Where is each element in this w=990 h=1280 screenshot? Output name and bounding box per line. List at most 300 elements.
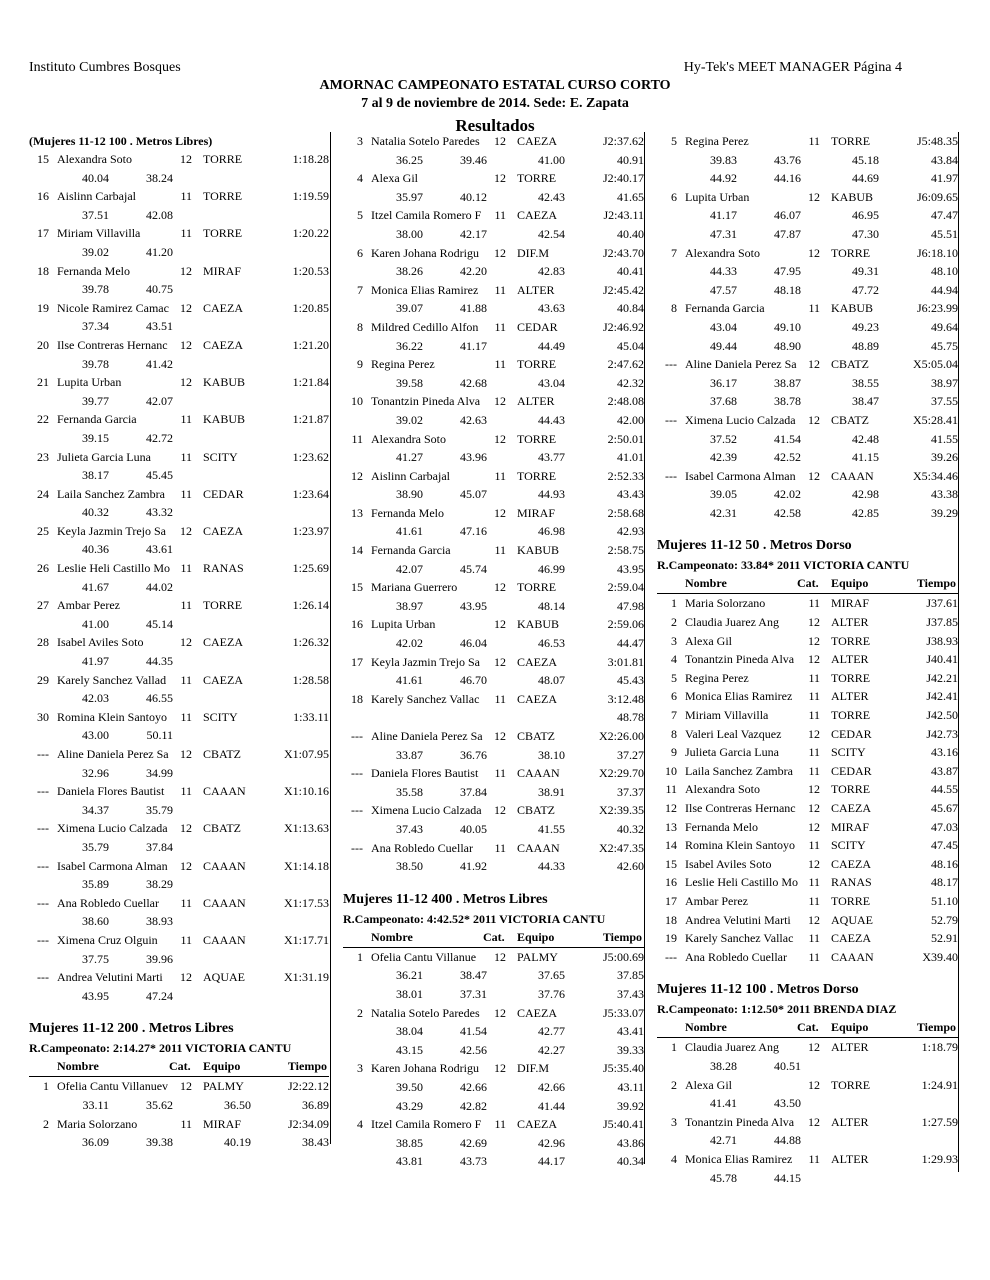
split-time: 45.51 [931, 226, 958, 241]
split-time: 41.54 [774, 431, 801, 446]
team: CAEZA [831, 801, 871, 815]
split-time: 39.15 [82, 430, 109, 445]
split-time: 41.55 [538, 821, 565, 836]
result-row [657, 188, 958, 207]
result-row [343, 615, 644, 634]
result-row [657, 594, 958, 613]
result-row [29, 262, 329, 281]
swimmer-name: Alexandra Soto [57, 152, 132, 166]
split-row [29, 429, 329, 448]
software-page-label: Hy-Tek's MEET MANAGER Página 4 [683, 60, 902, 75]
age: 12 [808, 468, 820, 483]
place: 13 [351, 505, 363, 520]
split-time: 44.02 [146, 579, 173, 594]
split-time: 40.84 [617, 301, 644, 316]
final-time: 1:19.59 [292, 189, 329, 204]
split-time: 38.55 [852, 375, 879, 390]
age: 11 [180, 486, 192, 501]
swimmer-name: Daniela Flores Bautist [371, 766, 479, 781]
header-time: Tiempo [287, 1059, 327, 1074]
split-time: 40.41 [617, 264, 644, 279]
team: ALTER [831, 1114, 869, 1129]
result-row [343, 948, 644, 967]
institution-name: Instituto Cumbres Bosques [29, 60, 181, 75]
final-time: 2:59.06 [607, 617, 644, 632]
team: KABUB [203, 412, 246, 427]
split-row [657, 448, 958, 467]
age: 11 [180, 672, 192, 687]
place: --- [665, 412, 677, 427]
split-time: 37.84 [460, 784, 487, 799]
age: 11 [180, 449, 192, 464]
place: 17 [665, 893, 677, 908]
final-time: J38.93 [926, 633, 958, 648]
swimmer-name: Tonantzin Pineda Alva [371, 394, 481, 409]
split-time: 43.00 [82, 728, 109, 743]
split-time: 42.68 [460, 375, 487, 390]
split-time: 41.42 [146, 356, 173, 371]
team: AQUAE [831, 912, 873, 927]
split-time: 42.02 [396, 636, 423, 651]
split-time: 38.17 [82, 468, 109, 483]
team: TORRE [517, 580, 557, 595]
split-time: 45.14 [146, 616, 173, 631]
team: CAEZA [831, 931, 871, 946]
result-row [343, 1059, 644, 1078]
place: 2 [671, 615, 677, 630]
team: TORRE [831, 893, 871, 908]
place: 3 [357, 134, 363, 148]
final-time: X5:34.46 [913, 468, 958, 483]
age: 11 [494, 766, 506, 781]
split-time: 41.20 [146, 244, 173, 259]
split-time: 43.51 [146, 319, 173, 334]
result-row [29, 894, 329, 913]
place: 20 [37, 337, 49, 352]
split-time: 49.10 [774, 319, 801, 334]
place: 15 [37, 152, 49, 166]
split-row [29, 726, 329, 745]
team: MIRAF [831, 596, 870, 611]
split-time: 36.21 [396, 968, 423, 983]
result-row [657, 613, 958, 632]
final-time: J6:23.99 [916, 301, 958, 316]
split-row [29, 503, 329, 522]
split-row [343, 188, 644, 207]
age: 11 [180, 709, 192, 724]
final-time: 1:20.53 [292, 263, 329, 278]
column-header [29, 1057, 329, 1077]
place: 11 [665, 782, 677, 797]
swimmer-name: Julieta Garcia Luna [685, 745, 779, 760]
split-time: 48.78 [617, 710, 644, 725]
team: TORRE [517, 357, 557, 372]
age: 12 [808, 245, 820, 260]
section-gap [343, 876, 644, 890]
split-time: 42.66 [460, 1079, 487, 1094]
split-time: 44.93 [538, 487, 565, 502]
split-time: 44.49 [538, 338, 565, 353]
final-time: 1:20.85 [292, 300, 329, 315]
place: 5 [357, 208, 363, 223]
split-time: 37.43 [396, 821, 423, 836]
team: KABUB [831, 189, 874, 204]
final-time: 48.16 [931, 856, 958, 871]
split-time: 42.85 [852, 505, 879, 520]
place: --- [665, 357, 677, 372]
split-row [29, 615, 329, 634]
final-time: J37.61 [926, 596, 958, 611]
swimmer-name: Karely Sanchez Vallad [57, 672, 167, 687]
split-time: 38.43 [302, 1135, 329, 1150]
swimmer-name: Leslie Heli Castillo Mo [57, 561, 170, 576]
split-time: 36.50 [224, 1097, 251, 1112]
final-time: 47.45 [931, 838, 958, 853]
place: --- [37, 895, 49, 910]
team: CEDAR [831, 763, 872, 778]
result-row [29, 782, 329, 801]
team: TORRE [831, 245, 871, 260]
split-row [657, 392, 958, 411]
split-time: 41.65 [617, 189, 644, 204]
results-column-3 [657, 132, 958, 1187]
age: 11 [180, 895, 192, 910]
place: 3 [671, 1114, 677, 1129]
team: CBATZ [517, 803, 556, 818]
split-row [29, 392, 329, 411]
team: MIRAF [203, 263, 242, 278]
place: 17 [351, 654, 363, 669]
split-time: 39.26 [931, 450, 958, 465]
place: 4 [671, 1151, 677, 1166]
final-time: 2:48.08 [607, 394, 644, 409]
swimmer-name: Claudia Juarez Ang [685, 1040, 779, 1055]
age: 12 [808, 1040, 820, 1055]
swimmer-name: Alexa Gil [685, 1077, 732, 1092]
swimmer-name: Daniela Flores Bautist [57, 784, 165, 799]
final-time: X39.40 [922, 949, 958, 964]
split-time: 46.99 [538, 561, 565, 576]
age: 12 [808, 856, 820, 871]
age: 12 [494, 245, 506, 260]
swimmer-name: Andrea Velutini Marti [685, 912, 791, 927]
split-time: 42.66 [538, 1079, 565, 1094]
split-time: 46.98 [538, 524, 565, 539]
swimmer-name: Isabel Aviles Soto [685, 856, 772, 871]
championship-record: R.Campeonato: 33.84* 2011 VICTORIA CANTU [657, 558, 910, 573]
team: ALTER [517, 394, 555, 409]
team: MIRAF [831, 819, 870, 834]
place: 28 [37, 635, 49, 650]
split-time: 37.76 [538, 986, 565, 1001]
split-time: 45.04 [617, 338, 644, 353]
age: 12 [808, 633, 820, 648]
age: 12 [808, 819, 820, 834]
split-time: 43.61 [146, 542, 173, 557]
split-time: 43.41 [617, 1024, 644, 1039]
final-time: J2:43.11 [603, 208, 644, 223]
team: SCITY [831, 745, 866, 760]
split-time: 39.96 [146, 951, 173, 966]
split-time: 37.65 [538, 968, 565, 983]
split-time: 37.52 [710, 431, 737, 446]
swimmer-name: Karely Sanchez Vallac [685, 931, 794, 946]
split-time: 43.73 [460, 1154, 487, 1169]
age: 11 [808, 670, 820, 685]
championship-record: R.Campeonato: 1:12.50* 2011 BRENDA DIAZ [657, 1002, 897, 1017]
age: 12 [494, 617, 506, 632]
split-time: 41.97 [931, 171, 958, 186]
split-time: 43.50 [774, 1096, 801, 1111]
age: 12 [494, 580, 506, 595]
split-time: 47.24 [146, 988, 173, 1003]
team: KABUB [203, 375, 246, 390]
place: 6 [357, 245, 363, 260]
split-time: 43.76 [774, 152, 801, 167]
split-time: 37.27 [617, 747, 644, 762]
team: TORRE [831, 1077, 871, 1092]
age: 12 [494, 505, 506, 520]
split-time: 36.76 [460, 747, 487, 762]
split-row [29, 764, 329, 783]
age: 12 [180, 263, 192, 278]
swimmer-name: Romina Klein Santoyo [685, 838, 795, 853]
place: 16 [665, 875, 677, 890]
final-time: 1:25.69 [292, 561, 329, 576]
split-row [657, 504, 958, 523]
split-row [343, 522, 644, 541]
split-time: 41.17 [460, 338, 487, 353]
split-row [343, 411, 644, 430]
place: --- [351, 729, 363, 743]
final-time: J2:46.92 [602, 319, 644, 334]
team: KABUB [831, 301, 874, 316]
split-time: 34.37 [82, 802, 109, 817]
split-time: 46.53 [538, 636, 565, 651]
team: CAEZA [203, 523, 243, 538]
result-row [657, 836, 958, 855]
final-time: 3:12.48 [607, 691, 644, 706]
swimmer-name: Lupita Urban [57, 375, 122, 390]
result-row [657, 1150, 958, 1169]
result-row [343, 690, 644, 709]
place: 1 [671, 596, 677, 611]
split-time: 45.18 [852, 152, 879, 167]
split-time: 39.02 [396, 412, 423, 427]
split-time: 42.63 [460, 412, 487, 427]
result-row [29, 485, 329, 504]
split-row [343, 985, 644, 1004]
final-time: J42.50 [926, 708, 958, 723]
split-row [29, 875, 329, 894]
split-time: 38.01 [396, 986, 423, 1001]
swimmer-name: Miriam Villavilla [57, 226, 141, 241]
split-time: 38.47 [460, 968, 487, 983]
swimmer-name: Natalia Sotelo Paredes [371, 134, 480, 148]
final-time: 44.55 [931, 782, 958, 797]
split-time: 34.99 [146, 765, 173, 780]
swimmer-name: Fernanda Melo [685, 819, 758, 834]
split-time: 35.89 [82, 877, 109, 892]
split-row [657, 430, 958, 449]
split-time: 42.82 [460, 1098, 487, 1113]
age: 12 [494, 431, 506, 446]
meet-title: AMORNAC CAMPEONATO ESTATAL CURSO CORTO [319, 78, 671, 93]
split-time: 46.07 [774, 208, 801, 223]
split-time: 39.46 [460, 152, 487, 167]
header-cat: Cat. [483, 929, 505, 944]
team: TORRE [517, 431, 557, 446]
age: 12 [494, 171, 506, 186]
result-row [657, 1076, 958, 1095]
age: 11 [808, 931, 820, 946]
split-row [657, 1169, 958, 1188]
age: 12 [808, 357, 820, 372]
split-row [657, 1057, 958, 1076]
split-row [343, 225, 644, 244]
header-cat: Cat. [169, 1059, 191, 1074]
final-time: 1:21.84 [292, 375, 329, 390]
result-row [343, 578, 644, 597]
result-row [657, 780, 958, 799]
split-time: 49.31 [852, 264, 879, 279]
age: 11 [494, 282, 506, 297]
age: 11 [808, 689, 820, 704]
result-row [657, 467, 958, 486]
split-time: 47.30 [852, 226, 879, 241]
swimmer-name: Laila Sanchez Zambra [57, 486, 165, 501]
split-time: 38.47 [852, 394, 879, 409]
place: 2 [43, 1116, 49, 1131]
split-time: 41.00 [538, 152, 565, 167]
split-time: 43.63 [538, 301, 565, 316]
swimmer-name: Itzel Camila Romero F [371, 1117, 482, 1132]
header-team: Equipo [203, 1059, 241, 1074]
swimmer-name: Ilse Contreras Hernanc [57, 337, 168, 352]
age: 12 [180, 1079, 192, 1094]
result-row [657, 818, 958, 837]
result-row [29, 448, 329, 467]
place: 22 [37, 412, 49, 427]
team: CAEZA [203, 672, 243, 687]
swimmer-name: Fernanda Garcia [371, 543, 451, 558]
age: 11 [808, 893, 820, 908]
team: TORRE [831, 708, 871, 723]
place: 1 [43, 1079, 49, 1094]
place: 4 [357, 1117, 363, 1132]
age: 12 [494, 949, 506, 964]
split-time: 41.55 [931, 431, 958, 446]
split-time: 39.58 [396, 375, 423, 390]
split-time: 41.27 [396, 450, 423, 465]
place: --- [351, 840, 363, 855]
result-row [343, 467, 644, 486]
result-row [657, 855, 958, 874]
swimmer-name: Maria Solorzano [57, 1116, 138, 1131]
split-time: 45.78 [710, 1170, 737, 1185]
split-time: 42.69 [460, 1135, 487, 1150]
result-row [657, 762, 958, 781]
split-time: 45.07 [460, 487, 487, 502]
team: MIRAF [203, 1116, 242, 1131]
swimmer-name: Ximena Cruz Olguin [57, 932, 158, 947]
final-time: J5:40.41 [602, 1117, 644, 1132]
age: 12 [808, 1077, 820, 1092]
split-row [343, 597, 644, 616]
result-row [657, 799, 958, 818]
age: 12 [180, 152, 192, 166]
swimmer-name: Julieta Garcia Luna [57, 449, 151, 464]
split-time: 42.39 [710, 450, 737, 465]
split-time: 39.38 [146, 1135, 173, 1150]
split-time: 43.84 [931, 152, 958, 167]
result-row [29, 299, 329, 318]
swimmer-name: Natalia Sotelo Paredes [371, 1005, 480, 1020]
final-time: X2:47.35 [599, 840, 644, 855]
split-time: 40.91 [617, 152, 644, 167]
split-time: 41.61 [396, 524, 423, 539]
final-time: 52.79 [931, 912, 958, 927]
swimmer-name: Ofelia Cantu Villanue [371, 949, 477, 964]
split-time: 42.58 [774, 505, 801, 520]
swimmer-name: Tonantzin Pineda Alva [685, 1114, 795, 1129]
split-time: 36.17 [710, 375, 737, 390]
split-time: 41.97 [82, 654, 109, 669]
result-row [343, 727, 644, 746]
team: CAAAN [203, 784, 246, 799]
team: SCITY [203, 709, 238, 724]
split-time: 43.95 [460, 598, 487, 613]
swimmer-name: Monica Elias Ramirez [685, 1151, 793, 1166]
split-time: 38.50 [396, 859, 423, 874]
split-time: 42.48 [852, 431, 879, 446]
team: CAAAN [831, 949, 874, 964]
age: 11 [494, 468, 506, 483]
team: TORRE [517, 468, 557, 483]
place: 8 [671, 726, 677, 741]
split-time: 42.08 [146, 207, 173, 222]
split-time: 42.02 [774, 487, 801, 502]
final-time: 1:21.20 [292, 337, 329, 352]
split-time: 42.77 [538, 1024, 565, 1039]
final-time: 1:23.97 [292, 523, 329, 538]
split-row [29, 243, 329, 262]
team: CBATZ [831, 412, 870, 427]
split-time: 42.43 [538, 189, 565, 204]
split-row [29, 540, 329, 559]
header-name: Nombre [685, 1020, 727, 1035]
final-time: 2:47.62 [607, 357, 644, 372]
split-time: 39.92 [617, 1098, 644, 1113]
final-time: 43.87 [931, 763, 958, 778]
split-time: 35.97 [396, 189, 423, 204]
team: CAAAN [203, 895, 246, 910]
split-time: 48.07 [538, 673, 565, 688]
split-row [657, 485, 958, 504]
split-time: 38.90 [396, 487, 423, 502]
team: KABUB [517, 543, 560, 558]
result-row [657, 669, 958, 688]
split-time: 44.47 [617, 636, 644, 651]
split-time: 44.16 [774, 171, 801, 186]
team: CEDAR [831, 726, 872, 741]
final-time: 1:24.91 [921, 1077, 958, 1092]
swimmer-name: Ofelia Cantu Villanuev [57, 1079, 169, 1094]
championship-record: R.Campeonato: 4:42.52* 2011 VICTORIA CANTU [343, 911, 606, 926]
swimmer-name: Regina Perez [685, 134, 749, 148]
age: 11 [808, 949, 820, 964]
age: 11 [808, 301, 820, 316]
